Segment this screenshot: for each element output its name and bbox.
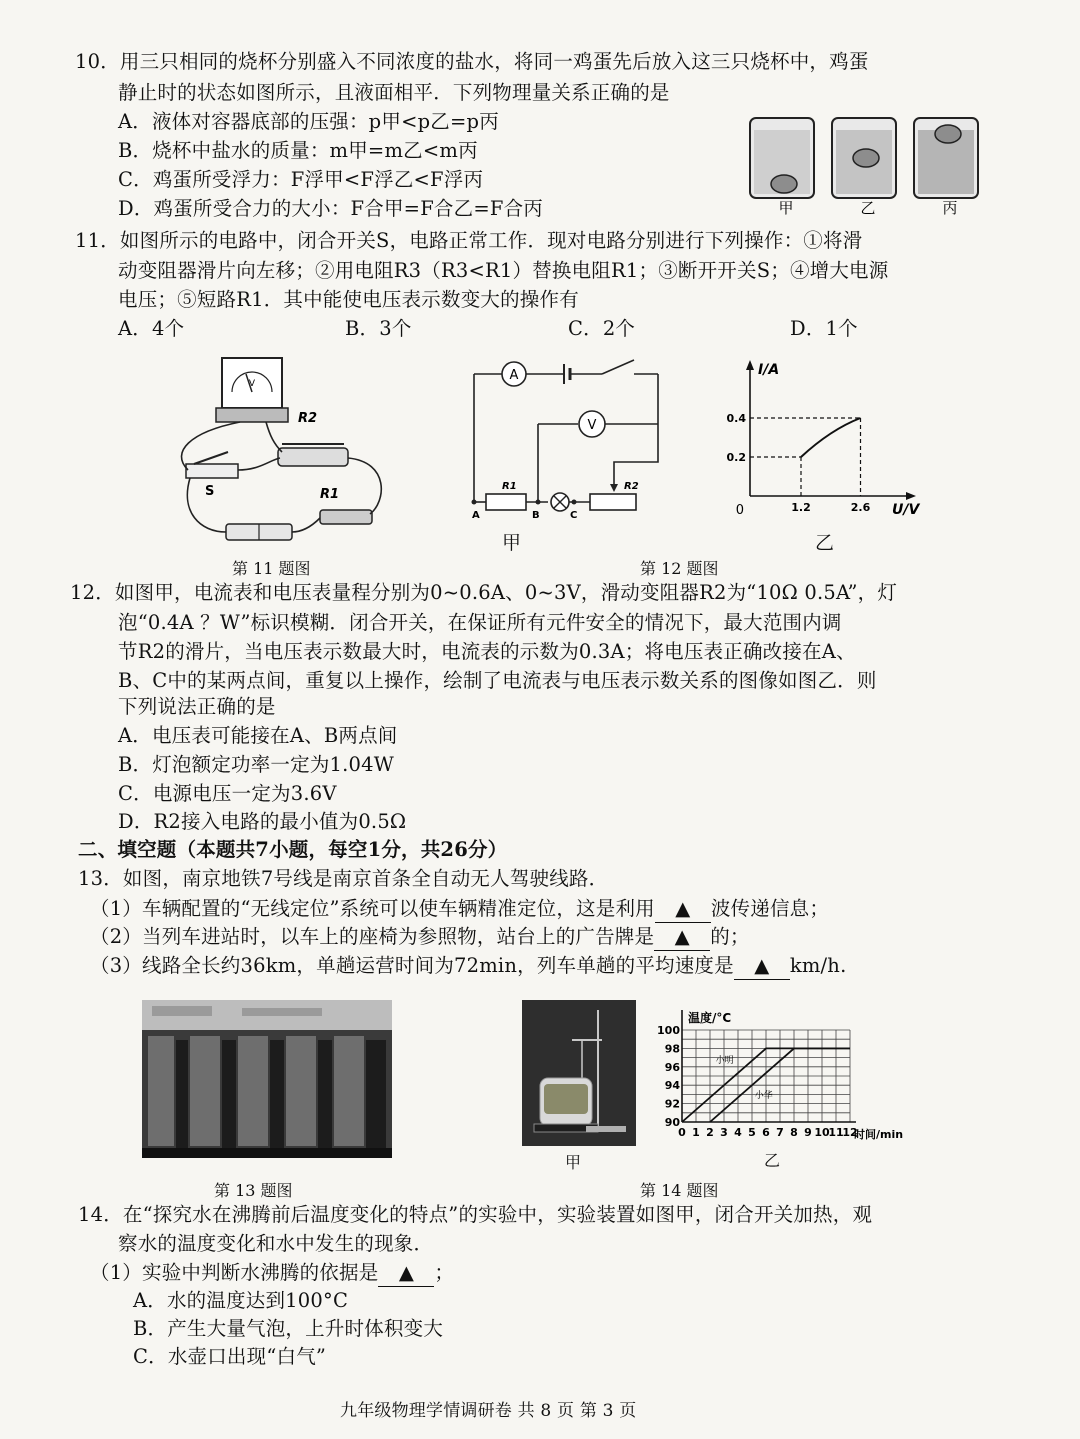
x-axis-arrow (906, 492, 916, 500)
q13-part3 (90, 953, 846, 980)
y-tick-label: 0.2 (726, 451, 746, 464)
y-tick-label: 100 (657, 1024, 680, 1037)
q12-option-a: A．电压表可能接在A、B两点间 (118, 724, 398, 747)
point-b-label: B (532, 510, 540, 521)
q14-stem-line1: 14．在“探究水在沸腾前后温度变化的特点”的实验中，实验装置如图甲，闭合开关加热，观 (78, 1203, 873, 1226)
q13-blank-1[interactable]: ▲ (655, 896, 711, 923)
y-tick-label: 0.4 (726, 412, 746, 425)
q10-option-d: D．鸡蛋所受合力的大小：F合甲=F合乙=F合丙 (118, 197, 544, 220)
q12-option-d: D．R2接入电路的最小值为0.5Ω (118, 810, 407, 833)
x-tick-label: 10 (814, 1126, 830, 1139)
series-label: 小明 (715, 1056, 734, 1067)
q11-figure-caption: 第 11 题图 (232, 559, 311, 578)
x-tick-label: 5 (748, 1126, 756, 1139)
svg-text:V: V (248, 379, 256, 389)
r2-label: R2 (298, 411, 318, 426)
q14-part1-tail: ； (434, 1261, 455, 1284)
x-tick-label: 3 (720, 1126, 728, 1139)
x-tick-label: 1 (692, 1126, 700, 1139)
q12-figure-yi-label: 乙 (815, 532, 835, 554)
q13-part1-text: （1）车辆配置的“无线定位”系统可以使车辆精准定位，这是利用 (90, 897, 655, 920)
r2-symbol-label: R2 (624, 481, 639, 492)
r2-device (278, 448, 348, 466)
iu-curve (801, 418, 861, 457)
q10-option-c: C．鸡蛋所受浮力：F浮甲<F浮乙<F浮丙 (118, 168, 484, 191)
x-tick-label: 0 (735, 503, 744, 518)
beaker-jia (750, 118, 814, 198)
q10-stem-line2: 静止时的状态如图所示，且液面相平．下列物理量关系正确的是 (118, 81, 670, 104)
q13-blank-3[interactable]: ▲ (734, 953, 790, 980)
x-tick-label: 12 (842, 1126, 858, 1139)
point-a-label: A (472, 510, 480, 521)
q11-stem-line1: 11．如图所示的电路中，闭合开关S，电路正常工作．现对电路分别进行下列操作：①将滑 (75, 229, 863, 252)
point-c-label: C (570, 510, 578, 521)
y-tick-label: 96 (664, 1060, 680, 1074)
q13-part2-text: （2）当列车进站时，以车上的座椅为参照物，站台上的广告牌是 (90, 925, 655, 948)
q11-circuit-figure (150, 352, 410, 552)
q11-option-a: A．4个 (118, 317, 185, 340)
y-axis-label: 温度/°C (688, 1011, 732, 1025)
q12-stem-line3: 节R2的滑片，当电压表示数最大时，电流表的示数为0.3A；将电压表正确改接在A、 (118, 640, 856, 663)
switch-label: S (205, 484, 215, 499)
q13-part2-tail: 的； (710, 925, 750, 948)
kettle-photo (522, 1000, 636, 1146)
q14-figure-caption: 第 14 题图 (640, 1181, 719, 1200)
q12-schematic-figure (462, 354, 672, 522)
x-axis-label: 时间/min (854, 1128, 904, 1141)
beaker-bing (914, 118, 978, 198)
fig14-yi-label: 乙 (764, 1151, 781, 1170)
y-tick-label: 90 (664, 1116, 680, 1129)
beaker-yi (832, 118, 896, 198)
page-footer: 九年级物理学情调研卷 共 8 页 第 3 页 (340, 1401, 637, 1421)
y-tick-label: 94 (664, 1079, 680, 1093)
q10-option-a: A．液体对容器底部的压强：p甲<p乙=p丙 (118, 110, 499, 133)
q13-blank-2[interactable]: ▲ (654, 924, 710, 951)
q10-option-b: B．烧杯中盐水的质量：m甲=m乙<m丙 (118, 139, 478, 162)
q12-option-b: B．灯泡额定功率一定为1.04W (118, 753, 394, 776)
metro-photo (142, 1000, 392, 1158)
x-tick-label: 2 (706, 1126, 714, 1139)
x-tick-label: 7 (776, 1126, 784, 1139)
x-tick-label: 11 (828, 1126, 844, 1139)
q14-stem-line2: 察水的温度变化和水中发生的现象． (118, 1232, 434, 1255)
y-tick-label: 92 (664, 1097, 680, 1111)
x-tick-label: 4 (734, 1126, 742, 1139)
q13-figure-caption: 第 13 题图 (214, 1181, 293, 1200)
ammeter-label: A (509, 368, 519, 383)
q12-iu-chart (720, 356, 940, 516)
q14-option-b: B．产生大量气泡，上升时体积变大 (133, 1317, 444, 1340)
beaker-label-yi: 乙 (860, 199, 876, 217)
q11-option-d: D．1个 (790, 317, 858, 340)
x-tick-label: 1.2 (791, 501, 811, 514)
q12-stem-line2: 泡“0.4A ？W”标识模糊．闭合开关，在保证所有元件安全的情况下，最大范围内调 (118, 611, 842, 634)
r1-symbol-label: R1 (502, 481, 517, 492)
r1-symbol (486, 494, 526, 510)
q12-stem-line4: B、C中的某两点间，重复以上操作，绘制了电流表与电压表示数关系的图像如图乙．则 (118, 669, 877, 692)
temperature-chart (657, 1010, 928, 1146)
y-axis-label: I/A (758, 362, 780, 378)
y-axis-arrow (746, 360, 754, 370)
q13-part3-text: （3）线路全长约36km，单趟运营时间为72min，列车单趟的平均速度是 (90, 954, 734, 977)
series-label: 小华 (754, 1091, 773, 1102)
q13-part2 (90, 924, 750, 951)
egg-bing (935, 125, 961, 143)
switch-device (186, 464, 238, 478)
q14-option-c: C．水壶口出现“白气” (133, 1345, 327, 1368)
x-tick-label: 0 (678, 1126, 686, 1139)
switch-symbol (602, 360, 634, 374)
q10-stem-line1: 10．用三只相同的烧杯分别盛入不同浓度的盐水，将同一鸡蛋先后放入这三只烧杯中，鸡蛋 (75, 50, 869, 73)
q11-option-b: B．3个 (345, 317, 412, 340)
egg-jia (771, 175, 797, 193)
q12-figure-jia-label: 甲 (502, 532, 522, 554)
beaker-label-bing: 丙 (942, 199, 958, 217)
q13-stem: 13．如图，南京地铁7号线是南京首条全自动无人驾驶线路． (78, 867, 609, 890)
egg-yi (853, 149, 879, 167)
q14-part1 (90, 1260, 454, 1287)
q11-stem-line3: 电压；⑤短路R1．其中能使电压表示数变大的操作有 (118, 288, 579, 311)
x-tick-label: 6 (762, 1126, 770, 1139)
x-axis-label: U/V (892, 502, 920, 518)
x-tick-label: 8 (790, 1126, 798, 1139)
r2-symbol (590, 494, 636, 510)
q11-option-c: C．2个 (568, 317, 636, 340)
q14-option-a: A．水的温度达到100°C (133, 1289, 349, 1312)
q13-part3-tail: km/h. (789, 954, 847, 977)
x-tick-label: 9 (804, 1126, 812, 1139)
beaker-label-jia: 甲 (778, 199, 794, 217)
beakers-figure (744, 112, 984, 216)
q11-stem-line2: 动变阻器滑片向左移；②用电阻R3（R3<R1）替换电阻R1；③断开开关S；④增大电源 (118, 259, 889, 282)
r1-device (320, 510, 372, 524)
r1-label: R1 (320, 487, 340, 502)
q14-part1-text: （1）实验中判断水沸腾的依据是 (90, 1261, 379, 1284)
voltmeter-label: V (587, 418, 597, 433)
section-2-heading: 二、填空题（本题共7小题，每空1分，共26分） (78, 838, 508, 861)
q14-blank-1[interactable]: ▲ (378, 1260, 434, 1287)
fig14-jia-label: 甲 (565, 1153, 582, 1172)
q12-option-c: C．电源电压一定为3.6V (118, 782, 337, 805)
q12-stem-line5: 下列说法正确的是 (118, 695, 276, 718)
y-tick-label: 98 (664, 1042, 680, 1056)
q13-part1-tail: 波传递信息； (710, 897, 830, 920)
x-tick-label: 2.6 (850, 501, 871, 514)
q12-stem-line1: 12．如图甲，电流表和电压表量程分别为0~0.6A、0~3V，滑动变阻器R2为“10Ω 0.5A”，灯 (70, 581, 898, 604)
q12-figure-caption: 第 12 题图 (640, 559, 719, 578)
q13-part1 (90, 896, 829, 923)
